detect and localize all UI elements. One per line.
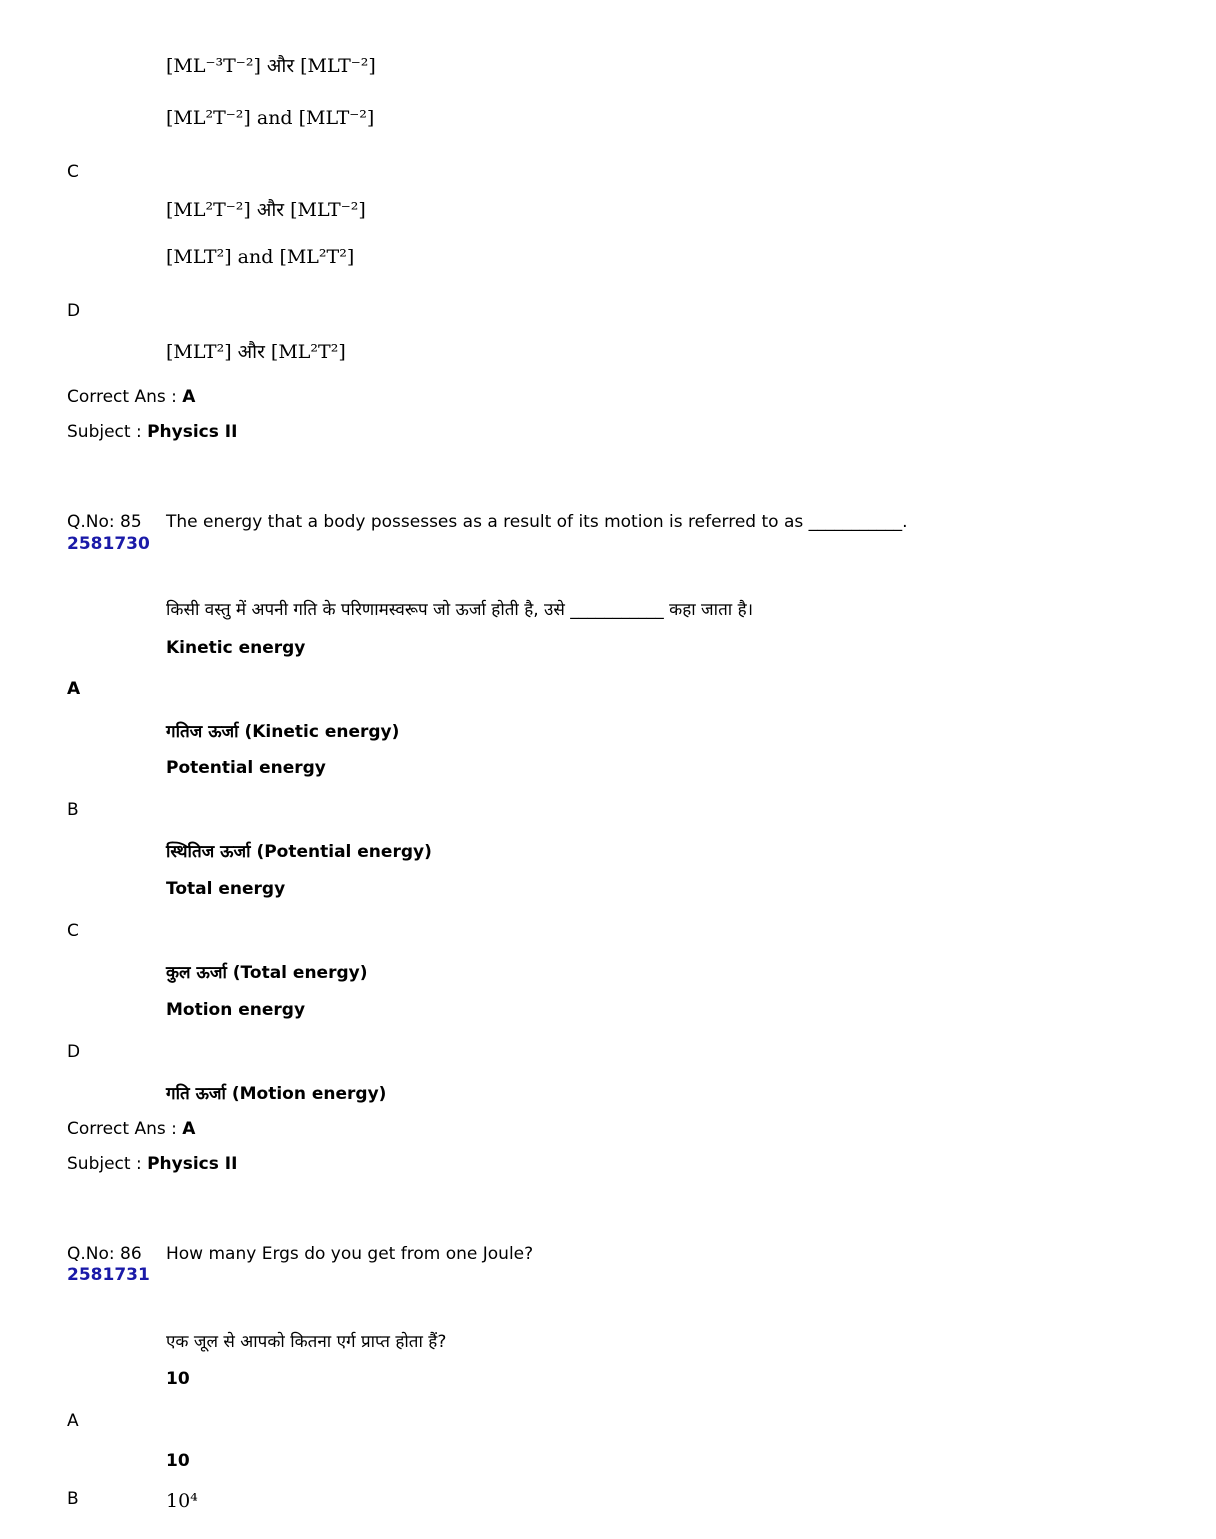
q86-id: 2581731 (67, 1265, 150, 1285)
q86-option-b-english: 10⁴ (166, 1490, 198, 1512)
q85-option-d-hindi: गति ऊर्जा (Motion energy) (166, 1084, 387, 1104)
q85-option-b-hindi: स्थितिज ऊर्जा (Potential energy) (166, 842, 432, 862)
q86-option-a-english: 10 (166, 1369, 190, 1389)
q84-option-c-letter: C (67, 162, 79, 182)
q85-option-c-letter: C (67, 921, 79, 941)
q84-option-b-hindi: [ML⁻³T⁻²] और [MLT⁻²] (166, 55, 376, 77)
q85-option-d-english: Motion energy (166, 1000, 306, 1020)
q85-question-hindi: किसी वस्तु में अपनी गति के परिणामस्वरूप जो ऊर्जा होती है, उसे ___________ कहा जाता है। (166, 600, 754, 620)
q85-correct-answer (67, 1119, 195, 1139)
q85-question-english: The energy that a body possesses as a result of its motion is referred to as ___________. (166, 512, 908, 532)
q86-option-a-letter: A (67, 1411, 79, 1431)
q85-option-a-english: Kinetic energy (166, 638, 306, 658)
q86-question-english: How many Ergs do you get from one Joule? (166, 1244, 534, 1264)
q85-number: Q.No: 85 (67, 512, 142, 532)
q85-option-b-letter: B (67, 800, 79, 820)
q85-option-a-letter: A (67, 679, 81, 699)
q84-subject (67, 422, 237, 442)
q85-option-c-hindi: कुल ऊर्जा (Total energy) (166, 963, 368, 983)
q85-id: 2581730 (67, 534, 150, 554)
subject-value: Physics II (147, 422, 238, 442)
q85-option-c-english: Total energy (166, 879, 286, 899)
correct-label: Correct Ans : (67, 1119, 177, 1139)
correct-value: A (182, 387, 196, 407)
subject-value: Physics II (147, 1154, 238, 1174)
correct-label: Correct Ans : (67, 387, 177, 407)
q85-option-b-english: Potential energy (166, 758, 326, 778)
q84-option-d-english: [MLT²] and [ML²T²] (166, 246, 355, 268)
correct-value: A (182, 1119, 196, 1139)
q86-question-hindi: एक जूल से आपको कितना एर्ग प्राप्त होता हैं? (166, 1332, 447, 1352)
subject-label: Subject : (67, 422, 142, 442)
subject-label: Subject : (67, 1154, 142, 1174)
q84-correct-answer (67, 387, 195, 407)
q85-option-a-hindi: गतिज ऊर्जा (Kinetic energy) (166, 722, 400, 742)
q84-option-c-english: [ML²T⁻²] and [MLT⁻²] (166, 107, 375, 129)
q84-option-d-letter: D (67, 301, 81, 321)
q85-option-d-letter: D (67, 1042, 81, 1062)
q84-option-d-hindi: [MLT²] और [ML²T²] (166, 341, 346, 363)
q86-option-a-hindi: 10 (166, 1451, 190, 1471)
q86-number: Q.No: 86 (67, 1244, 142, 1264)
q86-option-b-letter: B (67, 1489, 79, 1509)
q84-option-c-hindi: [ML²T⁻²] और [MLT⁻²] (166, 199, 366, 221)
q85-subject (67, 1154, 237, 1174)
